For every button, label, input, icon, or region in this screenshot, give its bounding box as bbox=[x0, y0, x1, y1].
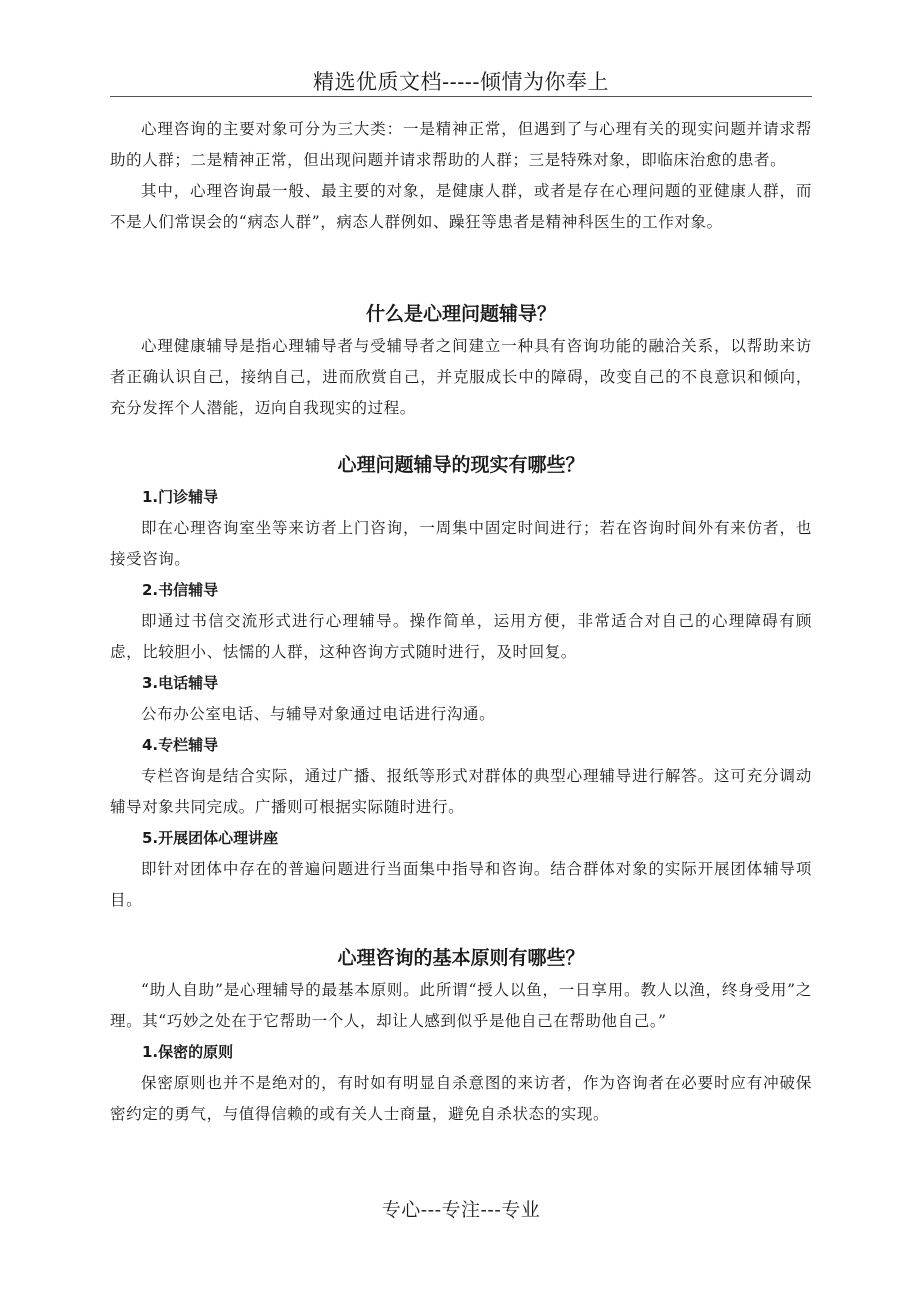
section1-paragraph: 心理健康辅导是指心理辅导者与受辅导者之间建立一种具有咨询功能的融洽关系，以帮助来访者正确认识自己，接纳自己，进而欣赏自己，并克服成长中的障碍，改变自己的不良意识和倾向，充分发挥个人潜能，迈向自我现实的过程。 bbox=[110, 337, 812, 417]
form-heading-column: 4.专栏辅导 bbox=[142, 736, 219, 754]
form-text-letter: 即通过书信交流形式进行心理辅导。操作简单，运用方便，非常适合对自己的心理障碍有顾虑，比较胆小、怯懦的人群，这种咨询方式随时进行，及时回复。 bbox=[110, 612, 812, 661]
principle-text-confidentiality: 保密原则也并不是绝对的，有时如有明显自杀意图的来访者，作为咨询者在必要时应有冲破保密约定的勇气，与值得信赖的或有关人士商量，避免自杀状态的实现。 bbox=[110, 1074, 812, 1123]
document-body bbox=[110, 114, 812, 1130]
form-heading-letter: 2.书信辅导 bbox=[142, 581, 219, 599]
header-divider bbox=[110, 96, 812, 97]
page-footer: 专心---专注---专业 bbox=[381, 1199, 541, 1221]
principles-intro-paragraph: “助人自助”是心理辅导的最基本原则。此所谓“授人以鱼，一日享用。教人以渔，终身受用”之理。其“巧妙之处在于它帮助一个人，却让人感到似乎是他自己在帮助他自己。” bbox=[110, 981, 812, 1030]
form-heading-phone: 3.电话辅导 bbox=[142, 674, 219, 692]
form-text-group-lecture: 即针对团体中存在的普遍问题进行当面集中指导和咨询。结合群体对象的实际开展团体辅导项目。 bbox=[110, 860, 812, 909]
principle-heading-confidentiality: 1.保密的原则 bbox=[142, 1043, 234, 1061]
form-heading-group-lecture: 5.开展团体心理讲座 bbox=[142, 829, 279, 847]
form-text-phone: 公布办公室电话、与辅导对象通过电话进行沟通。 bbox=[141, 705, 496, 723]
page-header: 精选优质文档-----倾情为你奉上 bbox=[313, 70, 609, 94]
intro-paragraph-1: 心理咨询的主要对象可分为三大类：一是精神正常，但遇到了与心理有关的现实问题并请求帮助的人群；二是精神正常，但出现问题并请求帮助的人群；三是特殊对象，即临床治愈的患者。 bbox=[110, 120, 812, 169]
form-text-clinic: 即在心理咨询室坐等来访者上门咨询，一周集中固定时间进行；若在咨询时间外有来仿者，也接受咨询。 bbox=[110, 519, 812, 568]
form-text-column: 专栏咨询是结合实际，通过广播、报纸等形式对群体的典型心理辅导进行解答。这可充分调动辅导对象共同完成。广播则可根据实际随时进行。 bbox=[110, 767, 812, 816]
section-title-counseling-forms: 心理问题辅导的现实有哪些？ bbox=[337, 454, 585, 476]
section-title-what-is-counseling: 什么是心理问题辅导？ bbox=[365, 303, 556, 325]
form-heading-clinic: 1.门诊辅导 bbox=[142, 488, 219, 506]
section-title-principles: 心理咨询的基本原则有哪些？ bbox=[337, 947, 585, 969]
intro-paragraph-2: 其中，心理咨询最一般、最主要的对象，是健康人群，或者是存在心理问题的亚健康人群，而不是人们常误会的“病态人群”，病态人群例如、躁狂等患者是精神科医生的工作对象。 bbox=[110, 182, 812, 231]
